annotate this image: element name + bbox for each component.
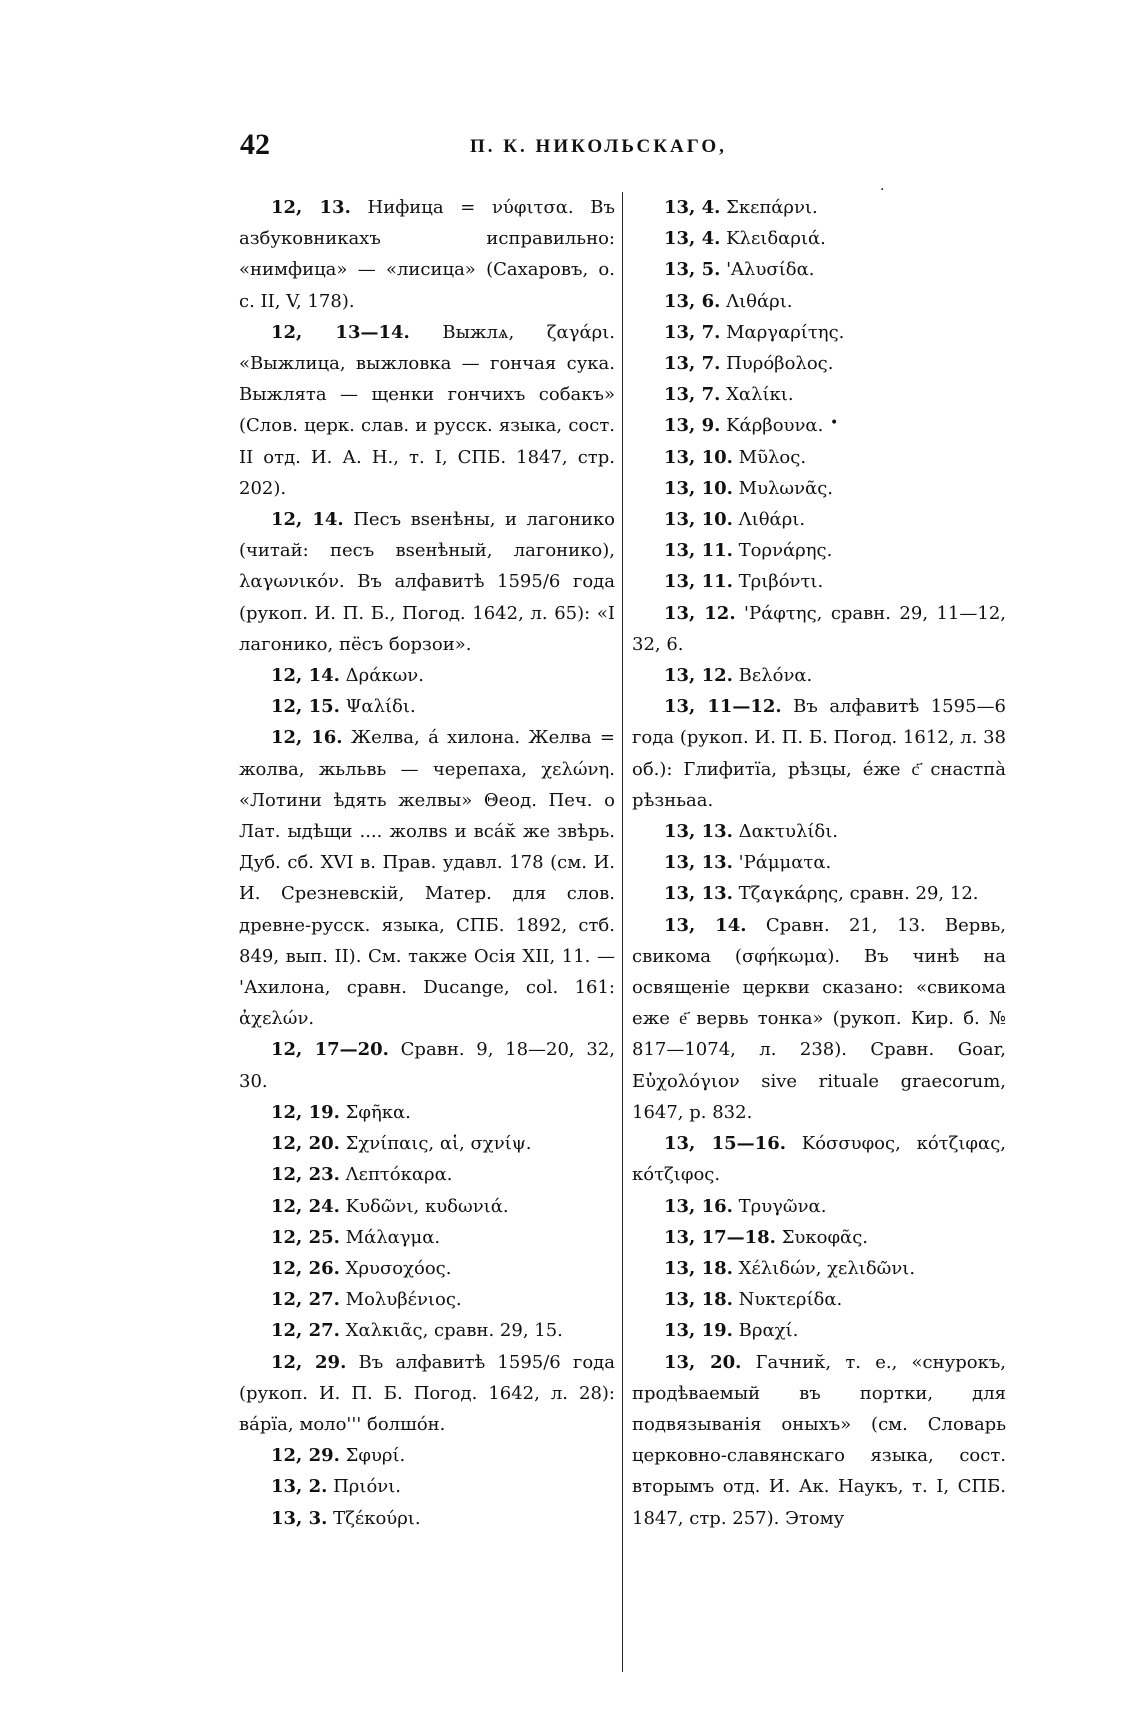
entry-text: Πριόνι.	[333, 1476, 402, 1498]
entry-text: 'Ράφτης, сравн. 29, 11—12, 32, 6.	[632, 602, 1006, 655]
entry-text: Желва, а́ хилона. Желва = жолва, жьльвь — черепаха, χελώνη. «Лотини ѣдять желвы» Θеод. Печ. о Лат. ыдѣщи .... жолвѕ и вса́к̆ же звѣрь. Дуб. сб. XVI в. Прав. удавл. 178 (см. И. И. Срезневскій, Матер. для слов. древне-русск. языка, СПБ. 1892, стб. 849, вып. II). См. также Осія XII, 11. — 'Ахилона, сравн. Ducange, col. 161: ἀχελών.	[239, 727, 615, 1030]
entry-text: Κάρβουνα.	[726, 415, 824, 437]
entry-reference: 12, 26.	[271, 1257, 340, 1279]
entry-reference: 13, 13.	[664, 852, 733, 874]
note-entry	[632, 410, 1006, 441]
entry-text: Χαλίκι.	[726, 384, 794, 406]
margin-dot: ·	[880, 182, 885, 198]
entry-reference: 13, 13.	[664, 883, 733, 905]
entry-text: Μαργαρίτης.	[726, 321, 845, 343]
note-entry	[239, 1222, 615, 1253]
note-entry	[239, 722, 615, 1034]
margin-dot: •	[830, 415, 839, 431]
entry-reference: 13, 7.	[664, 321, 721, 343]
note-entry	[632, 379, 1006, 410]
entry-reference: 12, 16.	[271, 727, 343, 749]
running-head: П. К. НИКОЛЬСКАГО,	[470, 136, 727, 157]
entry-reference: 12, 27.	[271, 1289, 340, 1311]
note-entry	[632, 442, 1006, 473]
entry-text: Въ алфавитѣ 1595/6 года (рукоп. И. П. Б. Погод. 1642, л. 28): ва́рїа, моло''' болшо́н.	[239, 1351, 615, 1435]
entry-text: Πυρόβολος.	[726, 353, 834, 375]
entry-reference: 12, 29.	[271, 1445, 340, 1467]
entry-reference: 13, 11—12.	[664, 696, 782, 718]
entry-reference: 13, 19.	[664, 1320, 733, 1342]
entry-reference: 12, 13.	[271, 197, 351, 218]
note-entry	[239, 691, 615, 722]
entry-reference: 13, 12.	[664, 665, 733, 687]
note-entry	[632, 878, 1006, 909]
note-entry	[632, 910, 1006, 1128]
note-entry	[239, 1284, 615, 1315]
entry-reference: 13, 13.	[664, 821, 733, 843]
entry-text: Σφυρί.	[345, 1445, 406, 1467]
entry-reference: 12, 17—20.	[271, 1039, 389, 1061]
note-entry	[239, 1471, 615, 1502]
entry-reference: 13, 10.	[664, 446, 733, 468]
entry-reference: 12, 29.	[271, 1351, 347, 1373]
note-entry	[632, 192, 1006, 223]
right-column	[632, 192, 1006, 1534]
note-entry	[632, 1253, 1006, 1284]
entry-text: Сравн. 9, 18—20, 32, 30.	[239, 1039, 615, 1092]
entry-reference: 12, 19.	[271, 1101, 340, 1123]
entry-text: Τζαγκάρης, сравн. 29, 12.	[738, 883, 979, 905]
entry-reference: 12, 14.	[271, 509, 344, 531]
note-entry	[632, 504, 1006, 535]
entry-text: Σκεπάρνι.	[726, 197, 818, 218]
entry-text: Λιθάρι.	[726, 290, 793, 312]
note-entry	[632, 286, 1006, 317]
note-entry	[239, 317, 615, 504]
note-entry	[632, 816, 1006, 847]
entry-reference: 13, 3.	[271, 1507, 328, 1529]
note-entry	[239, 1128, 615, 1159]
entry-text: Συκοφᾶς.	[781, 1226, 869, 1248]
entry-reference: 12, 27.	[271, 1320, 340, 1342]
note-entry	[239, 1503, 615, 1534]
entry-text: Σχνίπαις, αἱ, σχνίψ.	[345, 1133, 532, 1155]
note-entry	[239, 1253, 615, 1284]
entry-text: Κόσσυφος, κότζιφας, κότζιφος.	[632, 1133, 1006, 1186]
entry-text: Δακτυλίδι.	[738, 821, 839, 843]
note-entry	[632, 317, 1006, 348]
entry-reference: 13, 5.	[664, 259, 721, 281]
note-entry	[632, 254, 1006, 285]
note-entry	[632, 1191, 1006, 1222]
page-number: 42	[240, 128, 270, 161]
entry-text: Μυλωνᾶς.	[738, 477, 833, 499]
note-entry	[632, 535, 1006, 566]
entry-reference: 13, 4.	[664, 228, 721, 250]
note-entry	[632, 847, 1006, 878]
entry-reference: 12, 15.	[271, 696, 340, 718]
entry-reference: 13, 17—18.	[664, 1226, 776, 1248]
entry-text: 'Αλυσίδα.	[726, 259, 815, 281]
note-entry	[632, 1222, 1006, 1253]
entry-text: 'Ράμματα.	[738, 852, 832, 874]
entry-text: Σφῆκα.	[345, 1101, 411, 1123]
entry-reference: 13, 11.	[664, 571, 733, 593]
note-entry	[632, 223, 1006, 254]
entry-reference: 13, 9.	[664, 415, 721, 437]
entry-reference: 12, 24.	[271, 1195, 340, 1217]
entry-reference: 13, 10.	[664, 509, 733, 531]
column-divider	[622, 192, 623, 1672]
entry-reference: 13, 18.	[664, 1257, 733, 1279]
entry-text: Песъ вѕенѣны, и лагонико (читай: песъ вѕенѣный, лагонико), λαγωνικόν. Въ алфавитѣ 1595/6 года (рукоп. И. П. Б., Погод. 1642, л. 65): «І лагонико, пёсъ борзои».	[239, 509, 615, 655]
entry-text: Χαλκιᾶς, сравн. 29, 15.	[345, 1320, 563, 1342]
entry-reference: 13, 7.	[664, 353, 721, 375]
entry-text: Гачник̆, т. е., «снурокъ, продѣваемый въ портки, для подвязыванія оныхъ» (см. Словарь церковно-славянскаго языка, сост. вторымъ отд. И. Ак. Наукъ, т. I, СПБ. 1847, стр. 257). Этому	[632, 1351, 1006, 1529]
entry-reference: 12, 23.	[271, 1164, 340, 1186]
entry-text: Ψαλίδι.	[345, 696, 416, 718]
entry-reference: 13, 14.	[664, 914, 747, 936]
entry-reference: 13, 6.	[664, 290, 721, 312]
note-entry	[632, 348, 1006, 379]
note-entry	[632, 1128, 1006, 1190]
entry-text: Сравн. 21, 13. Вервь, свикома (σφήκωμα). Въ чинѣ на освященіе церкви сказано: «свикома еже е҃ вервь тонка» (рукоп. Кир. б. № 817—1074, л. 238). Сравн. Goar, Εὐχολόγιον sive rituale graecorum, 1647, p. 832.	[632, 914, 1006, 1123]
entry-reference: 13, 15—16.	[664, 1133, 786, 1155]
entry-reference: 13, 20.	[664, 1351, 742, 1373]
entry-reference: 13, 18.	[664, 1289, 733, 1311]
entry-reference: 13, 10.	[664, 477, 733, 499]
entry-text: Μῦλος.	[738, 446, 807, 468]
entry-reference: 12, 25.	[271, 1226, 340, 1248]
note-entry	[632, 473, 1006, 504]
entry-text: Κυδῶνι, κυδωνιά.	[345, 1195, 509, 1217]
entry-text: Выжлѧ, ζαγάρι. «Выжлица, выжловка — гончая сука. Выжлята — щенки гончихъ собакъ» (Слов. церк. слав. и русск. языка, сост. II отд. И. А. Н., т. I, СПБ. 1847, стр. 202).	[239, 321, 615, 499]
entry-text: Въ алфавитѣ 1595—6 года (рукоп. И. П. Б. Погод. 1612, л. 38 об.): Глифитїа, рѣзцы, е́же с҃ снастпа̀ рѣзньаа.	[632, 696, 1006, 811]
note-entry	[632, 1315, 1006, 1346]
note-entry	[239, 1347, 615, 1441]
entry-text: Χρυσοχόος.	[345, 1257, 452, 1279]
entry-reference: 12, 13—14.	[271, 321, 410, 343]
note-entry	[632, 598, 1006, 660]
entry-reference: 12, 20.	[271, 1133, 340, 1155]
entry-reference: 13, 16.	[664, 1195, 733, 1217]
entry-text: Λεπτόκαρα.	[345, 1164, 453, 1186]
note-entry	[239, 504, 615, 660]
entry-reference: 12, 14.	[271, 665, 340, 687]
note-entry	[632, 1284, 1006, 1315]
note-entry	[239, 1315, 615, 1346]
note-entry	[239, 1097, 615, 1128]
entry-text: Τρυγῶνα.	[738, 1195, 827, 1217]
entry-reference: 13, 11.	[664, 540, 733, 562]
entry-text: Τζέκούρι.	[333, 1507, 421, 1529]
note-entry	[239, 1440, 615, 1471]
entry-text: Нифица = νύφιτσα. Въ азбуковникахъ исправильно: «нимфица» — «лисица» (Сахаровъ, о. с. II, V, 178).	[239, 197, 615, 312]
entry-reference: 13, 7.	[664, 384, 721, 406]
entry-text: Λιθάρι.	[738, 509, 806, 531]
entry-reference: 13, 2.	[271, 1476, 328, 1498]
note-entry	[632, 660, 1006, 691]
note-entry	[632, 691, 1006, 816]
entry-reference: 13, 12.	[664, 602, 736, 624]
note-entry	[632, 1347, 1006, 1534]
note-entry	[239, 192, 615, 317]
entry-text: Μάλαγμα.	[345, 1226, 441, 1248]
note-entry	[239, 1191, 615, 1222]
entry-text: Μολυβένιος.	[345, 1289, 462, 1311]
entry-text: Κλειδαριά.	[726, 228, 826, 250]
entry-text: Χέλιδών, χελιδῶνι.	[738, 1257, 916, 1279]
entry-text: Τορνάρης.	[738, 540, 833, 562]
entry-text: Βελόνα.	[738, 665, 813, 687]
note-entry	[632, 566, 1006, 597]
note-entry	[239, 1034, 615, 1096]
entry-reference: 13, 4.	[664, 197, 721, 218]
note-entry	[239, 1159, 615, 1190]
entry-text: Βραχί.	[738, 1320, 799, 1342]
entry-text: Τριβόντι.	[738, 571, 824, 593]
note-entry	[239, 660, 615, 691]
entry-text: Δράκων.	[345, 665, 424, 687]
left-column	[239, 192, 615, 1534]
entry-text: Νυκτερίδα.	[738, 1289, 843, 1311]
